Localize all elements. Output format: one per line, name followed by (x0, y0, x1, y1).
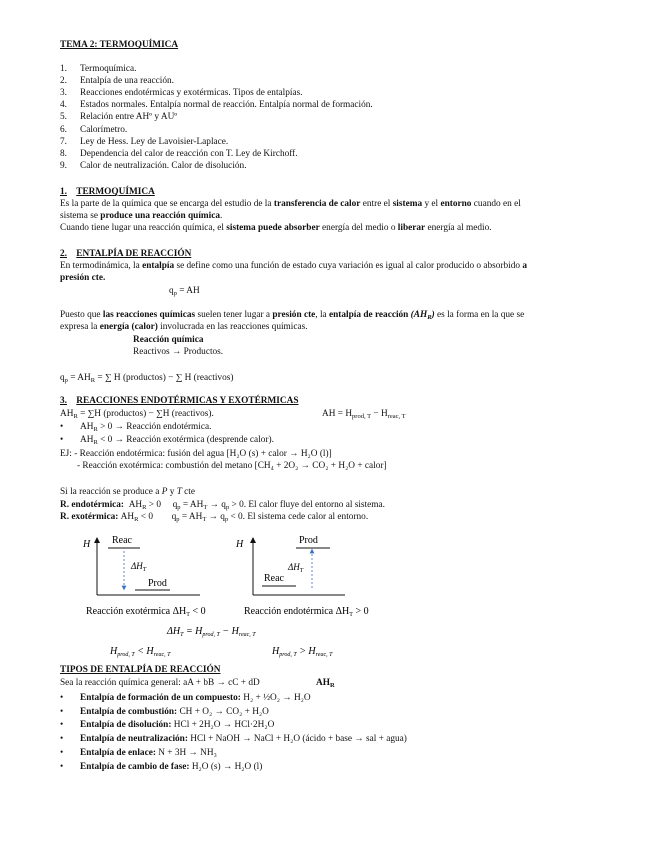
reac-label: Reac (112, 535, 132, 546)
label: Reactivos → Productos. (133, 347, 224, 357)
list-item: • Entalpía de disolución: HCl + 2H₂O → HCl·2H₂O (60, 720, 275, 731)
paragraph: Sea la reacción química general: aA + bB → cC + dD (60, 678, 260, 688)
paragraph: expresa la energía (calor) involucrada en las reacciones químicas. (60, 322, 308, 332)
section-3-heading: 3. REACCIONES ENDOTÉRMICAS Y EXOTÉRMICAS (60, 396, 299, 406)
list-item: • $AH_R < 0$ → Reacción exotérmica (desprende calor). (60, 435, 274, 446)
delta-label: $\Delta H_T$ (131, 561, 147, 573)
toc-item: 2. Entalpía de una reacción. (60, 76, 174, 87)
caption: Reacción endotérmica $\Delta H_T > 0$ (244, 606, 369, 618)
page-title: TEMA 2: TERMOQUÍMICA (60, 40, 179, 50)
paragraph: sistema se produce una reacción química. (60, 211, 223, 221)
paragraph: En termodinámica, la entalpía se define como una función de estado cuya variación es igual al calor producido o absorbido a (60, 261, 528, 271)
list-item: • Entalpía de neutralización: HCl + NaOH → NaCl + H₂O (ácido + base → sal + agua) (60, 734, 407, 745)
endo-inequality: $H_{prod, T} > H_{reac, T}$ (272, 646, 333, 658)
ahr-label: $AH_R$ (316, 678, 335, 689)
exo-inequality: $H_{prod, T} < H_{reac, T}$ (110, 646, 171, 658)
prod-label: Prod (299, 535, 318, 546)
label: Reacción química (133, 335, 204, 345)
equation: $q_p$ = AH (169, 286, 200, 297)
section-4-heading: TIPOS DE ENTALPÍA DE REACCIÓN (60, 665, 221, 675)
paragraph: Si la reacción se produce a P y T cte (60, 487, 196, 497)
delta-label: $\Delta H_T$ (288, 562, 304, 574)
h-axis-label: H (83, 539, 91, 550)
list-item: • Entalpía de combustión: CH + O₂ → CO₂ + H₂O (60, 706, 269, 717)
paragraph: Es la parte de la química que se encarga del estudio de la transferencia de calor entre el sistema y el entorno cuando en el (60, 199, 521, 209)
paragraph: Cuando tiene lugar una reacción química, el sistema puede absorber energía del medio o liberar energía al medio. (60, 223, 492, 233)
paragraph: R. endotérmica: $AH_R > 0$ $q_p = AH_T \to q_p > 0$. El calor fluye del entorno al sistema. (60, 500, 385, 511)
diagram-equation: $\Delta H_T = H_{prod, T} - H_{reac, T}$ (167, 626, 256, 638)
example-line: EJ: - Reacción endotérmica: fusión del agua [H₂O (s) + calor → H₂O (l)] (60, 449, 332, 459)
toc-item: 4. Estados normales. Entalpía normal de reacción. Entalpía normal de formación. (60, 100, 373, 111)
toc-item: 8. Dependencia del calor de reacción con T. Ley de Kirchoff. (60, 148, 298, 159)
paragraph: Puesto que las reacciones químicas suelen tener lugar a presión cte, la entalpía de reacción $(AH_R)$ es la forma en la que se (60, 310, 525, 321)
equation: $q_p = AH_R$ = ∑ H (productos) − ∑ H (reactivos) (60, 373, 234, 384)
toc-item: 6. Calorímetro. (60, 124, 128, 135)
section-2-heading: 2. ENTALPÍA DE REACCIÓN (60, 249, 192, 259)
section-number: 1. (60, 187, 67, 197)
list-item: • $AH_R > 0$ → Reacción endotérmica. (60, 422, 212, 433)
section-title: TERMOQUÍMICA (76, 187, 155, 197)
h-axis-label: H (236, 539, 244, 550)
toc-item: 9. Calor de neutralización. Calor de disolución. (60, 160, 247, 171)
equation: $AH_R = \sum H$ (productos) − ∑H (reactivos). (60, 409, 214, 420)
endothermic-diagram (235, 535, 369, 618)
toc-item: 5. Relación entre AHº y AUº (60, 112, 178, 123)
toc-item: 1. Termoquímica. (60, 64, 137, 74)
toc-item: 7. Ley de Hess. Ley de Lavoisier-Laplace. (60, 136, 229, 147)
caption: Reacción exotérmica $\Delta H_T < 0$ (86, 606, 206, 618)
list-item: • Entalpía de enlace: N + 3H → NH₃ (60, 747, 217, 758)
equation: AH = $H_{prod, T} - H_{reac, T}$ (322, 409, 406, 420)
list-item: • Entalpía de cambio de fase: H₂O (s) → H₂O (l) (60, 761, 263, 772)
prod-label: Prod (148, 578, 167, 589)
example-line: - Reacción exotérmica: combustión del metano [CH₄ + 2O₂ → CO₂ + H₂O + calor] (77, 461, 387, 471)
toc-item: 3. Reacciones endotérmicas y exotérmicas. Tipos de entalpías. (60, 88, 303, 99)
exothermic-diagram (82, 535, 206, 618)
reac-label: Reac (264, 573, 284, 584)
paragraph: R. exotérmica: $AH_R < 0$ $q_p = AH_T \to q_p < 0$. El sistema cede calor al entorno. (60, 512, 369, 523)
list-item: • Entalpía de formación de un compuesto: H₂ + ½O₂ → H₂O (60, 693, 311, 703)
paragraph: presión cte. (60, 273, 106, 283)
